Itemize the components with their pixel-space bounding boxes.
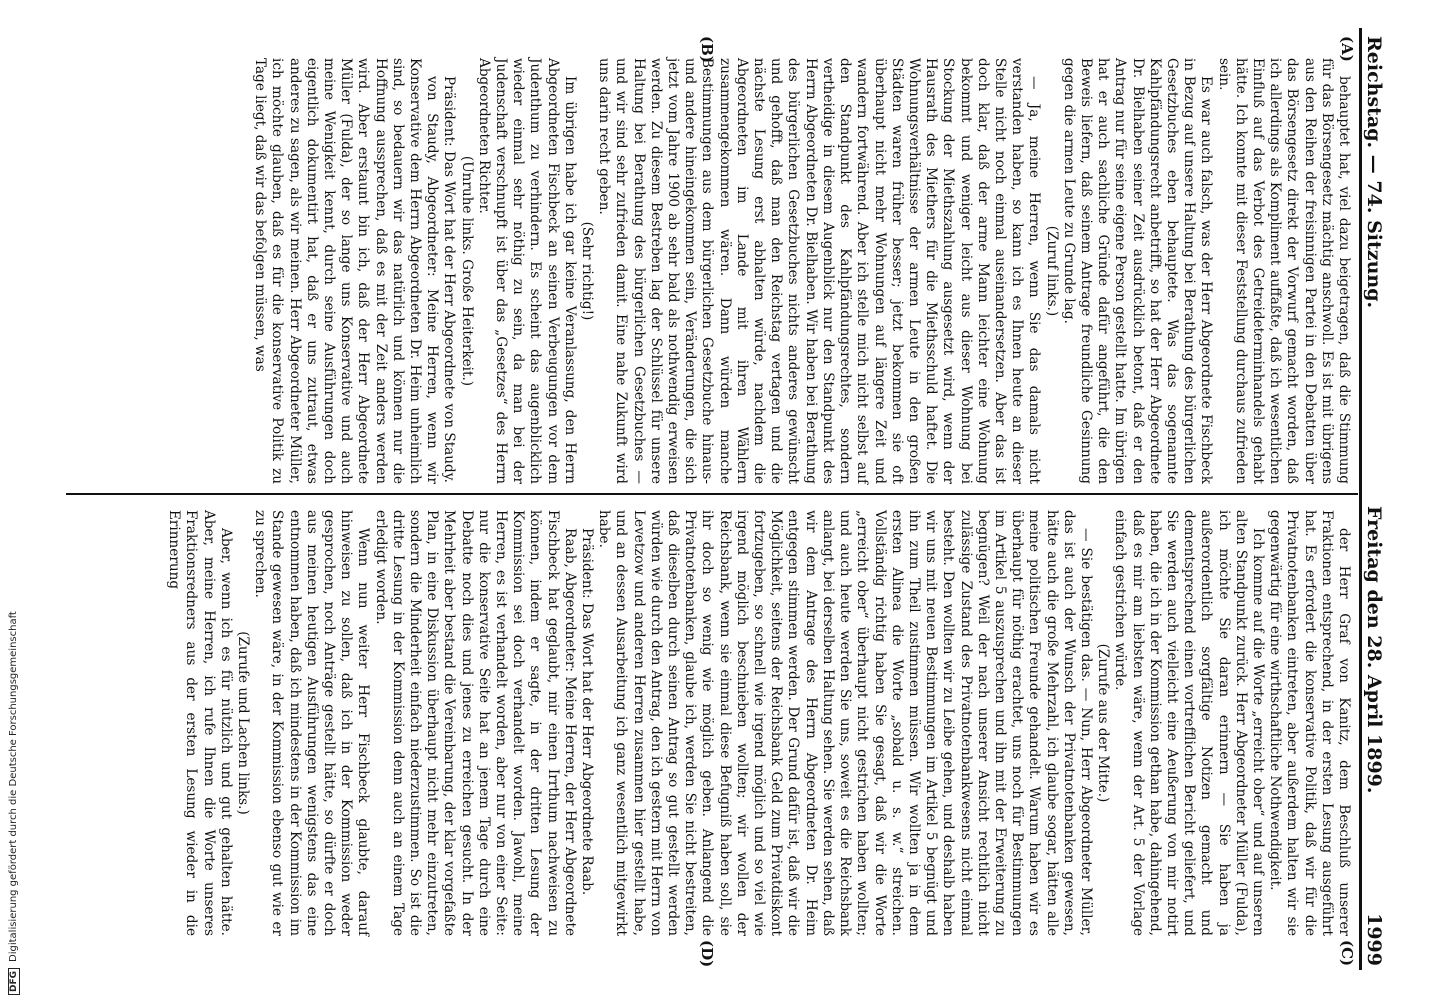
header-date: Freitag den 28. April 1899. <box>1363 506 1385 794</box>
speaker-paragraph: Präsident: Das Wort hat der Herr Abgeordnete Raab. <box>579 528 596 896</box>
marker-c: (C) <box>1338 940 1356 967</box>
interjection: (Zuruf links.) <box>1043 225 1060 317</box>
paragraph: behauptet hat, viel dazu beigetragen, daß die Stimmung für das Börsengesetz mächtig anschwoll. Es ist mit übrigens aus den Reihen der freisinnigen Partei in den Debatten über das Börsengesetz direkt der Vorwurf gemacht worden, daß ich allerdings als Kompliment auffaßte, daß ich wesentlichen Einfluß auf das Verbot des Getreideterminhandels gehabt hätte. Ich konnte mit dieser Feststellung durchaus zufrieden sein. <box>1215 58 1352 484</box>
paragraph: Aber, wenn ich es für nützlich und gut gehalten hätte. Aber, meine Herren, ich rufe Ihnen die Worte unseres Fraktionsredners aus der ersten Lesung wieder in die Erinnerung <box>166 510 234 936</box>
marker-a: (A) <box>1338 36 1356 62</box>
digitization-credit <box>8 595 22 995</box>
paragraph: Wenn nun weiter Herr Fischbeck glaubte, darauf hinweisen zu sollen, daß ich in der Kommission weder gesprochen, noch Anträge gestellt hätte, so dürfte er doch aus meinen heutigen Ausführungen wenigstens das eine entnommen haben, daß ich mindestens in der Kommission im Stande gewesen wäre, in der Kommission ebenso gut wie er zu sprechen. <box>252 510 372 936</box>
interjection: (Zurufe und Lachen links.) <box>235 631 251 815</box>
paragraph: der Herr Graf von Kanitz, dem Beschluß unserer Fraktionen entsprechend, in der ersten Lesung ausgeführt hat. Es erfordert die konservative Politik, daß wir für die Privatnotenbanken eintreten, aber außerdem halten wir sie gegenwärtig für eine wirthschaftliche Nothwendigkeit. <box>1267 510 1352 936</box>
header-session: Reichstag. — 74. Sitzung. <box>1363 36 1385 309</box>
paragraph: — Sie bestätigen das. — Nun, Herr Abgeordneter Müller, das ist auch der Wunsch der Privatnotenbanken gewesen, hätte auch die große Mehrzahl, ich glaube sogar, hätten alle meine politischen Freunde gehandelt. Warum haben wir es überhaupt für nöthig erachtet, uns noch für Bestimmungen im Artikel 5 auszusprechen und ihn mit der Erweiterung zu begnügen? Weil der nach unserer Ansicht rechtlich nicht zulässige Zustand des Privatnotenbankwesens nicht einmal besteht. Den wollten wir zu Leibe gehen, und deshalb haben wir uns mit neuen Bestimmungen im Artikel 5 begnügt und ihn zum Theil zustimmen müssen. Wir wollten ja in dem ersten Alinea die Worte „sobald u. s. w.“ streichen. Vollständig richtig haben Sie gesagt, daß wir die Worte „erreicht ober“ überhaupt nicht gestrichen haben wollten; und auch heute werden Sie uns, soweit es die Reichsbank anlangt, bei derselben Haltung sehen. Sie werden sehen, daß wir dem Antrage des Herrn Abgeordneten Dr. Heim entgegen stimmen werden. Der Grund dafür ist, daß wir die Möglichkeit, seitens der Reichsbank Geld zum Privatdiskont fortzugeben, so schnell wie irgend möglich und so viel wie irgend möglich beschnieben wollten; wir wollen der Reichsbank, wenn sie einmal diese Befugniß haben soll, sie ihr doch so wenig wie möglich geben. Anlangend die Privatnotenbanken, glaube ich, werden Sie nicht bestreiten, daß dieselben durch seinen Antrag so gut gestellt werden würden wie durch den Antrag, den ich gestern mit Herrn von Levetzow und anderen Herren zusammen hier gestellt habe, und an dessen Ausarbeitung ich ganz wesentlich mitgewirkt habe. <box>596 510 1094 936</box>
running-header <box>1359 36 1385 966</box>
speaker-paragraph: Präsident: Das Wort hat der Herr Abgeordnete von Staudy. <box>441 76 458 483</box>
paragraph: Ich komme auf die Worte „erreicht ober“ und auf unseren alten Standpunkt zurück. Herr Abgeordneter Müller (Fulda), ich möchte Sie daran erinnern — Sie haben ja außerordentlich sorgfältige Notizen gemacht und dementsprechend einen vortrefflichen Bericht geliefert, und Sie werden auch vielleicht eine Aeußerung von mir notirt haben, die ich in der Kommission gethan habe, dahingehend, daß es mir am liebsten wäre, wenn der Art. 5 der Vorlage einfach gestrichen würde. <box>1112 510 1266 936</box>
speaker-paragraph: von Staudy, Abgeordneter: Meine Herren, wenn wir Konservative dem Herrn Abgeordneten Dr. Heim unheimlich sind, so bedauern wir das natürlich und können nur die Hoffnung aussprechen, daß es mit der Zeit anders werden wird. Aber erstaunt bin ich, daß der Herr Abgeordnete Müller (Fulda), der so lange uns Konservative und auch meine Wenigkeit kennt, durch seine Ausführungen doch eigentlich dokumentirt hat, daß er uns zutraut, etwas anderes zu sagen, als wir meinen. Herr Abgeordneter Müller, ich möchte glauben, daß es für die konservative Politik zu Tage liegt, daß wir das befolgen müssen, was <box>252 58 441 484</box>
paragraph: — Ja, meine Herren, wenn Sie das damals nicht verstanden haben, so kann ich es Ihnen heute an dieser Stelle nicht noch einmal auseinandersetzen. Aber das ist doch klar, daß der arme Mann leichter eine Wohnung bekommt und weniger leicht aus dieser Wohnung bei Stockung der Miethszahlung ausgesetzt wird, wenn der Hausrath des Miethers für die Miethsschuld haftet. Die Wohnungsverhältnisse der armen Leute in den großen Städten waren früher besser; jetzt bekommen sie oft überhaupt nicht mehr Wohnungen auf längere Zeit und wandern fortwährend. Aber ich stelle mich nicht selbst auf den Standpunkt des Kahlpfändungsrechtes, sondern vertheidige in diesem Augenblick nur den Standpunkt des Herrn Abgeordneten Dr. Bielhaben. Wir haben bei Berathung des bürgerlichen Gesetzbuches nichts anderes gewünscht und gehofft, daß man den Reichstag vertagen und die nächste Lesung erst abhalten würde, nachdem die Abgeordneten im Lande mit ihren Wählern zusammengekommen wären. Dann würden manche Bestimmungen aus dem bürgerlichen Gesetzbuche hinaus- und andere hineingekommen sein, Veränderungen, die sich jetzt vom Jahre 1900 ab sehr bald als nothwendig erweisen werden. Zu diesem Bestreben lag der Schlüssel für unsere Haltung bei Berathung des bürgerlichen Gesetzbuches — und wir sind sehr zufrieden damit. Eine nahe Zukunft wird uns darin recht geben. <box>596 58 1043 484</box>
paragraph: Im übrigen habe ich gar keine Veranlassung, den Herrn Abgeordneten Fischbeck an seinen Verbeugungen vor dem Judenthum zu verhindern. Es scheint das augenblicklich wieder einmal sehr nöthig zu sein, da man bei der Judenschaft verschnupft ist über das „Gesetzes“ des Herrn Abgeordneten Richter. <box>475 58 578 484</box>
text-column-left <box>62 58 1352 484</box>
dfg-logo: DFG <box>8 968 20 995</box>
text-column-right <box>62 510 1352 936</box>
page-number: 1999 <box>1363 913 1385 966</box>
paragraph: Es war auch falsch, was der Herr Abgeordnete Fischbeck in Bezug auf unsere Haltung bei Berathung des bürgerlichen Gesetzbuches eben behauptete. Was das sogenannte Kahlpfändungsrecht anbetrifft, so hat der Herr Abgeordnete Dr. Bielhaben seiner Zeit ausdrücklich betont, daß er den Antrag nur für seine eigene Person gestellt hatte. Im übrigen hat er auch sachliche Gründe dafür angeführt, die den Beweis liefern, daß seinem Antrage freundliche Gesinnung gegen die armen Leute zu Grunde lag. <box>1060 58 1215 484</box>
interjection: (Unruhe links. Große Heiterkeit.) <box>458 155 475 387</box>
interjection: (Zurufe aus der Mitte.) <box>1095 643 1112 803</box>
credit-text: Digitalisierung gefördert durch die Deutsche Forschungsgemeinschaft <box>8 611 19 962</box>
column-divider <box>66 493 1358 495</box>
speaker-paragraph: Raab, Abgeordneter: Meine Herren, der Herr Abgeordnete Fischbeck hat geglaubt, mir einen Irrthum nachweisen zu können, indem er sagte, in der dritten Lesung der Kommission sei doch verhandelt worden. Jawohl, meine Herren, es ist verhandelt worden, aber nur von einer Seite: nur die konservative Seite hat an jenem Tage durch eine Debatte noch dies und jenes zu erreichen gesucht. In der Mehrheit aber bestand die Vereinbarung, der klar vorgefaßte Plan, in eine Diskussion überhaupt nicht mehr einzutreten, sondern die Minderheit einfach niederzustimmen. So ist die dritte Lesung in der Kommission denn auch an einem Tage erledigt worden. <box>372 510 578 936</box>
marker-d: (D) <box>698 940 716 968</box>
interjection: (Sehr richtig!) <box>579 221 596 321</box>
marker-b: (B) <box>698 36 716 63</box>
